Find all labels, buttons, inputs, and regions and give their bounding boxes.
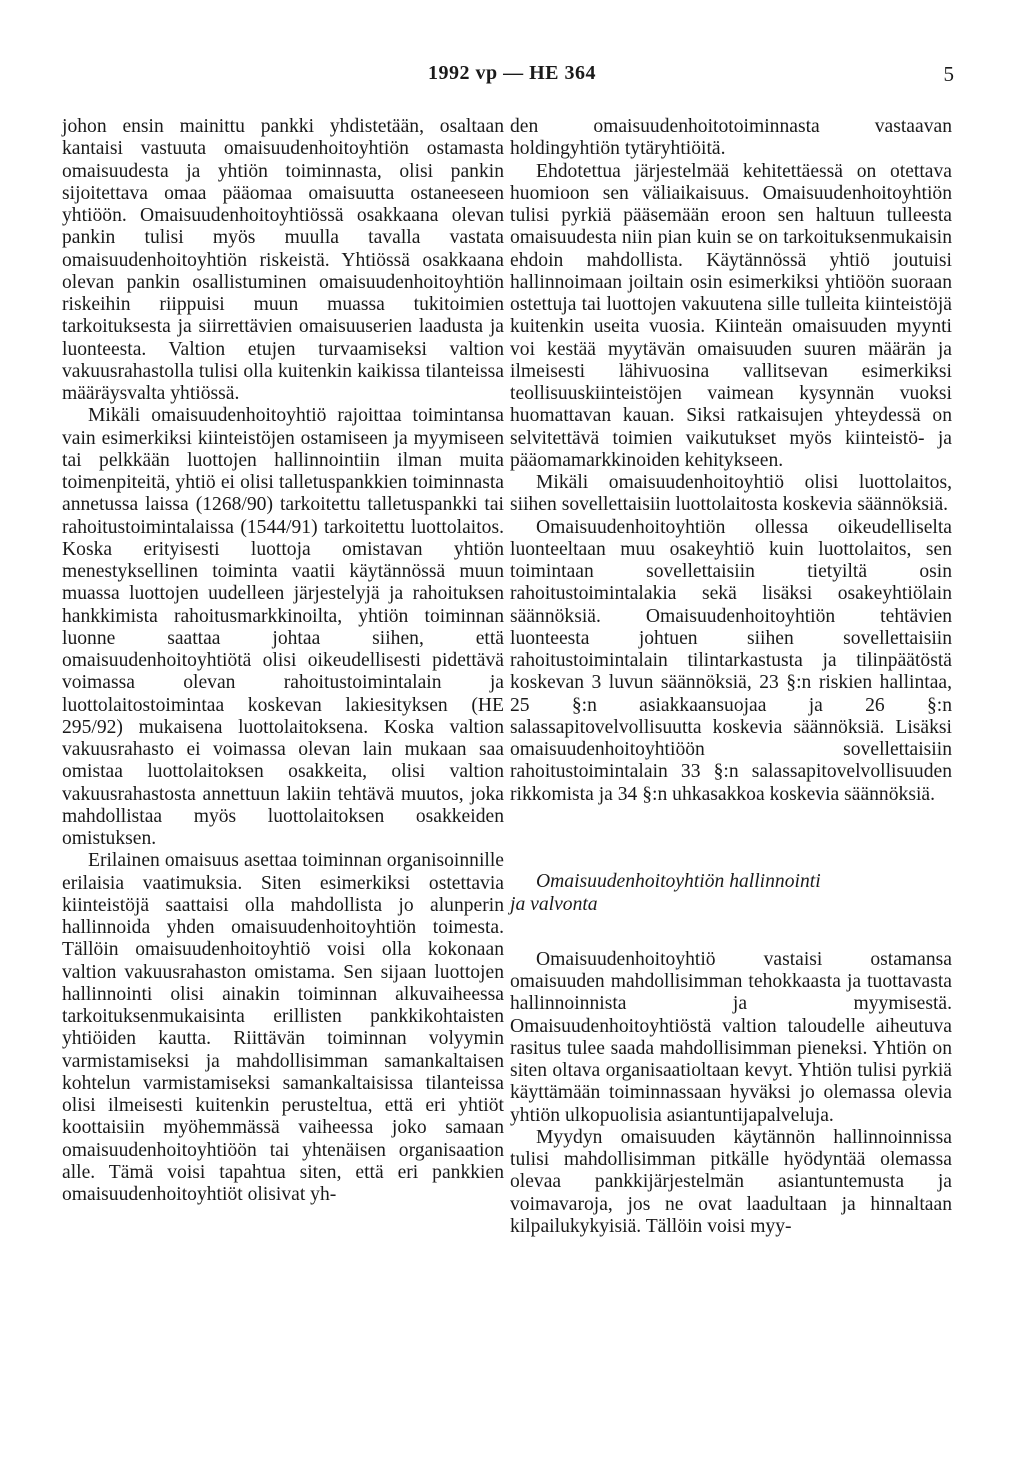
section-heading-line-1: Omaisuudenhoitoyhtiön hallinnointi [536,870,821,892]
paragraph: Mikäli omaisuudenhoitoyhtiö rajoittaa toimintansa vain esimerkiksi kiinteistöjen ostamiseen ja myymiseen tai pelkkään luottojen hallinnointiin ilman muita toimenpiteitä, yhtiö ei olisi talletuspankkien toiminnasta annetussa laissa (1268/90) tarkoitettu talletuspankki tai rahoitustoimintalaissa (1544/91) tarkoitettu luottolaitos. Koska erityisesti luottoja omistavan yhtiön menestyksellinen toiminta vaatii käytännössä muun muassa luottojen uudelleen järjestelyjä ja rahoituksen hankkimista rahoitusmarkkinoilta, yhtiön toiminnan luonne saattaa johtaa siihen, että omaisuudenhoitoyhtiötä olisi oikeudellisesti pidettävä voimassa olevan rahoitustoimintalain ja luottolaitostoimintaa koskevan lakiesityksen (HE 295/92) mukaisena luottolaitoksena. Koska valtion vakuusrahasto ei voimassa olevan lain mukaan saa omistaa luottolaitoksen osakkeita, olisi valtion vakuusrahastosta annettuun lakiin tehtävä muutos, joka mahdollistaa myös luottolaitoksen osakkeiden omistuksen. [62,405,504,849]
document-identifier: 1992 vp — HE 364 [427,62,597,84]
left-column [62,116,504,1206]
paragraph: den omaisuudenhoitotoiminnasta vastaavan holdingyhtiön tytäryhtiöitä. [510,116,952,160]
section-heading [510,870,952,916]
right-column [510,116,952,1238]
paragraph: johon ensin mainittu pankki yhdistetään, osaltaan kantaisi vastuuta omaisuudenhoitoyhtiön ostamasta omaisuudesta ja yhtiön toiminnasta, olisi pankin sijoitettava omaa pääomaa omaisuutta ostaneeseen yhtiöön. Omaisuudenhoitoyhtiössä osakkaana olevan pankin tulisi myös muulla tavalla vastata omaisuudenhoitoyhtiön riskeistä. Yhtiössä osakkaana olevan pankin osallistuminen omaisuudenhoitoyhtiön riskeihin riippuisi muun muassa tukitoimien tarkoituksesta ja siirrettävien omaisuuserien laadusta ja luonteesta. Valtion etujen turvaamiseksi valtion vakuusrahastolla tulisi olla kuitenkin kaikissa tilanteissa määräysvalta yhtiössä. [62,116,504,404]
section-heading-line-2: ja valvonta [510,893,598,915]
paragraph: Ehdotettua järjestelmää kehitettäessä on otettava huomioon sen väliaikaisuus. Omaisuudenhoitoyhtiön tulisi pyrkiä pääsemään eroon sen haltuun tulleesta omaisuudesta niin pian kuin se on tarkoituksenmukaisin ehdoin mahdollista. Käytännössä yhtiö joutuisi hallinnoimaan joiltain osin esimerkiksi yhtiöön suoraan ostettuja tai luottojen vakuutena sille tulleita kiinteistöjä kuitenkin useita vuosia. Kiinteän omaisuuden myynti voi kestää myytävän omaisuuden suuren määrän ja ilmeisesti lähivuosina vallitsevan esimerkiksi teollisuuskiinteistöjen vaimean kysynnän vuoksi huomattavan kauan. Siksi ratkaisujen yhteydessä on selvitettävä toimien vaikutukset myös kiinteistö- ja pääomamarkkinoiden kehitykseen. [510,160,952,471]
page-header [0,62,1024,92]
paragraph: Erilainen omaisuus asettaa toiminnan organisoinnille erilaisia vaatimuksia. Siten esimerkiksi ostettavia kiinteistöjä saattaisi olla mahdollista jo alunperin hallinnoida yhden omaisuudenhoitoyhtiön toimesta. Tällöin omaisuudenhoitoyhtiö voisi olla kokonaan valtion vakuusrahaston omistama. Sen sijaan luottojen hallinnointi olisi ainakin toiminnan alkuvaiheessa tarkoituksenmukaisinta erillisten pankkikohtaisten yhtiöiden kautta. Riittävän toiminnan volyymin varmistamiseksi ja mahdollisimman samankaltaisen kohtelun varmistamiseksi samankaltaisissa tilanteissa olisi ilmeisesti kuitenkin perusteltua, että eri yhtiöt koottaisiin myöhemmässä vaiheessa joko samaan omaisuudenhoitoyhtiöön tai yhtenäisen organisaation alle. Tämä voisi tapahtua siten, että eri pankkien omaisuudenhoitoyhtiöt olisivat yh- [62,850,504,1205]
paragraph: Omaisuudenhoitoyhtiön ollessa oikeudelliselta luonteeltaan muu osakeyhtiö kuin luottolaitos, sen toimintaan sovellettaisiin tietyiltä osin rahoitustoimintalakia sekä lisäksi osakeyhtiölain säännöksiä. Omaisuudenhoitoyhtiön tehtävien luonteesta johtuen siihen sovellettaisiin rahoitustoimintalain tilintarkastusta ja tilinpäätöstä koskevan 3 luvun säännöksiä, 23 §:n riskien hallintaa, 25 §:n asiakkaansuojaa ja 26 §:n salassapitovelvollisuutta koskevia säännöksiä. Lisäksi omaisuudenhoitoyhtiöön sovellettaisiin rahoitustoimintalain 33 §:n salassapitovelvollisuuden rikkomista ja 34 §:n uhkasakkoa koskevia säännöksiä. [510,516,952,805]
page-number: 5 [943,62,954,86]
paragraph: Omaisuudenhoitoyhtiö vastaisi ostamansa omaisuuden mahdollisimman tehokkaasta ja tuottavasta hallinnoinnista ja myymisestä. Omaisuudenhoitoyhtiöstä valtion taloudelle aiheutuva rasitus tulee saada mahdollisimman pieneksi. Yhtiön on siten oltava organisaatioltaan kevyt. Yhtiön tulisi pyrkiä käyttämään toiminnassaan hyväksi jo olemassa olevia yhtiön ulkopuolisia asiantuntijapalveluja. [510,948,952,1126]
paragraph: Mikäli omaisuudenhoitoyhtiö olisi luottolaitos, siihen sovellettaisiin luottolaitosta koskevia säännöksiä. [510,472,952,516]
paragraph: Myydyn omaisuuden käytännön hallinnoinnissa tulisi mahdollisimman pitkälle hyödyntää olemassa olevaa pankkijärjestelmän asiantuntemusta ja voimavaroja, jos ne ovat laadultaan ja hinnaltaan kilpailukykyisiä. Tällöin voisi myy- [510,1126,952,1237]
